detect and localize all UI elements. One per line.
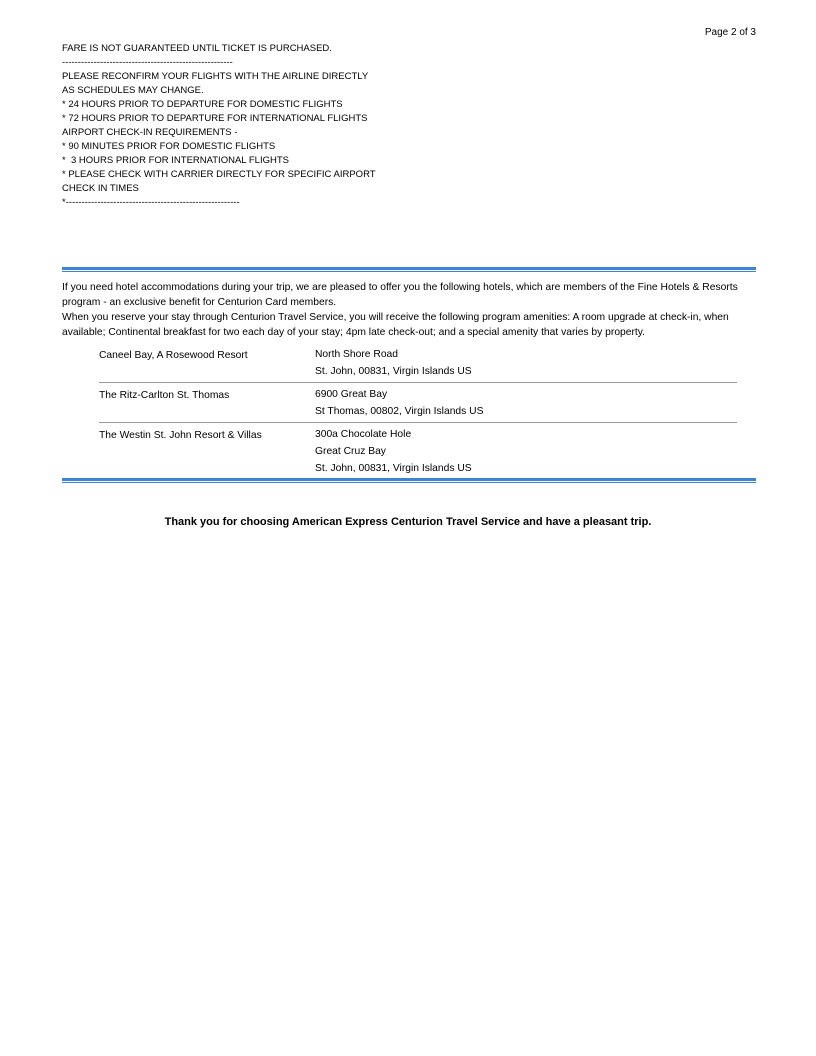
hotel-name: The Ritz-Carlton St. Thomas <box>99 390 230 401</box>
address-line: North Shore Road <box>315 349 398 360</box>
hotel-row <box>99 346 737 383</box>
note-line: PLEASE RECONFIRM YOUR FLIGHTS WITH THE AIRLINE DIRECTLY <box>62 71 369 82</box>
note-line: * 3 HOURS PRIOR FOR INTERNATIONAL FLIGHTS <box>62 155 289 166</box>
note-line: ------------------------------------------------------ <box>62 57 233 68</box>
flight-notes <box>62 42 562 210</box>
address-line: St. John, 00831, Virgin Islands US <box>315 463 472 474</box>
address-line: 6900 Great Bay <box>315 389 388 400</box>
hotel-address <box>315 346 472 380</box>
hotel-address <box>315 426 472 477</box>
hotel-intro-paragraph: If you need hotel accommodations during your trip, we are pleased to offer you the following hotels, which are members of the Fine Hotels & Resorts program - an exclusive benefit for Centurion Card members. <box>62 282 738 308</box>
page-number: Page 2 of 3 <box>704 27 756 38</box>
address-line: Great Cruz Bay <box>315 446 386 457</box>
note-line: * 24 HOURS PRIOR TO DEPARTURE FOR DOMESTIC FLIGHTS <box>62 99 343 110</box>
hotel-name: The Westin St. John Resort & Villas <box>99 430 262 441</box>
address-line: 300a Chocolate Hole <box>315 429 412 440</box>
note-line: FARE IS NOT GUARANTEED UNTIL TICKET IS PURCHASED. <box>62 43 332 54</box>
closing-message: Thank you for choosing American Express Centurion Travel Service and have a pleasant trip. <box>164 516 652 528</box>
note-line: * PLEASE CHECK WITH CARRIER DIRECTLY FOR SPECIFIC AIRPORT <box>62 169 376 180</box>
note-line: *------------------------------------------------------- <box>62 197 240 208</box>
hotel-row <box>99 423 737 480</box>
hotel-list <box>99 346 737 480</box>
note-line: * 90 MINUTES PRIOR FOR DOMESTIC FLIGHTS <box>62 141 276 152</box>
note-line: AS SCHEDULES MAY CHANGE. <box>62 85 204 96</box>
hotel-name: Caneel Bay, A Rosewood Resort <box>99 350 248 361</box>
hotel-row <box>99 383 737 423</box>
note-line: CHECK IN TIMES <box>62 183 139 194</box>
note-line: AIRPORT CHECK-IN REQUIREMENTS - <box>62 127 238 138</box>
hotel-address <box>315 386 483 420</box>
address-line: St Thomas, 00802, Virgin Islands US <box>315 406 484 417</box>
section-rule-top <box>62 267 756 273</box>
note-line: * 72 HOURS PRIOR TO DEPARTURE FOR INTERNATIONAL FLIGHTS <box>62 113 368 124</box>
address-line: St. John, 00831, Virgin Islands US <box>315 366 472 377</box>
hotel-intro <box>62 280 756 340</box>
hotel-amenities-paragraph: When you reserve your stay through Centurion Travel Service, you will receive the following program amenities: A room upgrade at check-in, when available; Continental breakfast for two each day of your stay; 4pm late check-out; and a special amenity that varies by property. <box>62 312 729 338</box>
section-rule-bottom <box>62 478 756 484</box>
